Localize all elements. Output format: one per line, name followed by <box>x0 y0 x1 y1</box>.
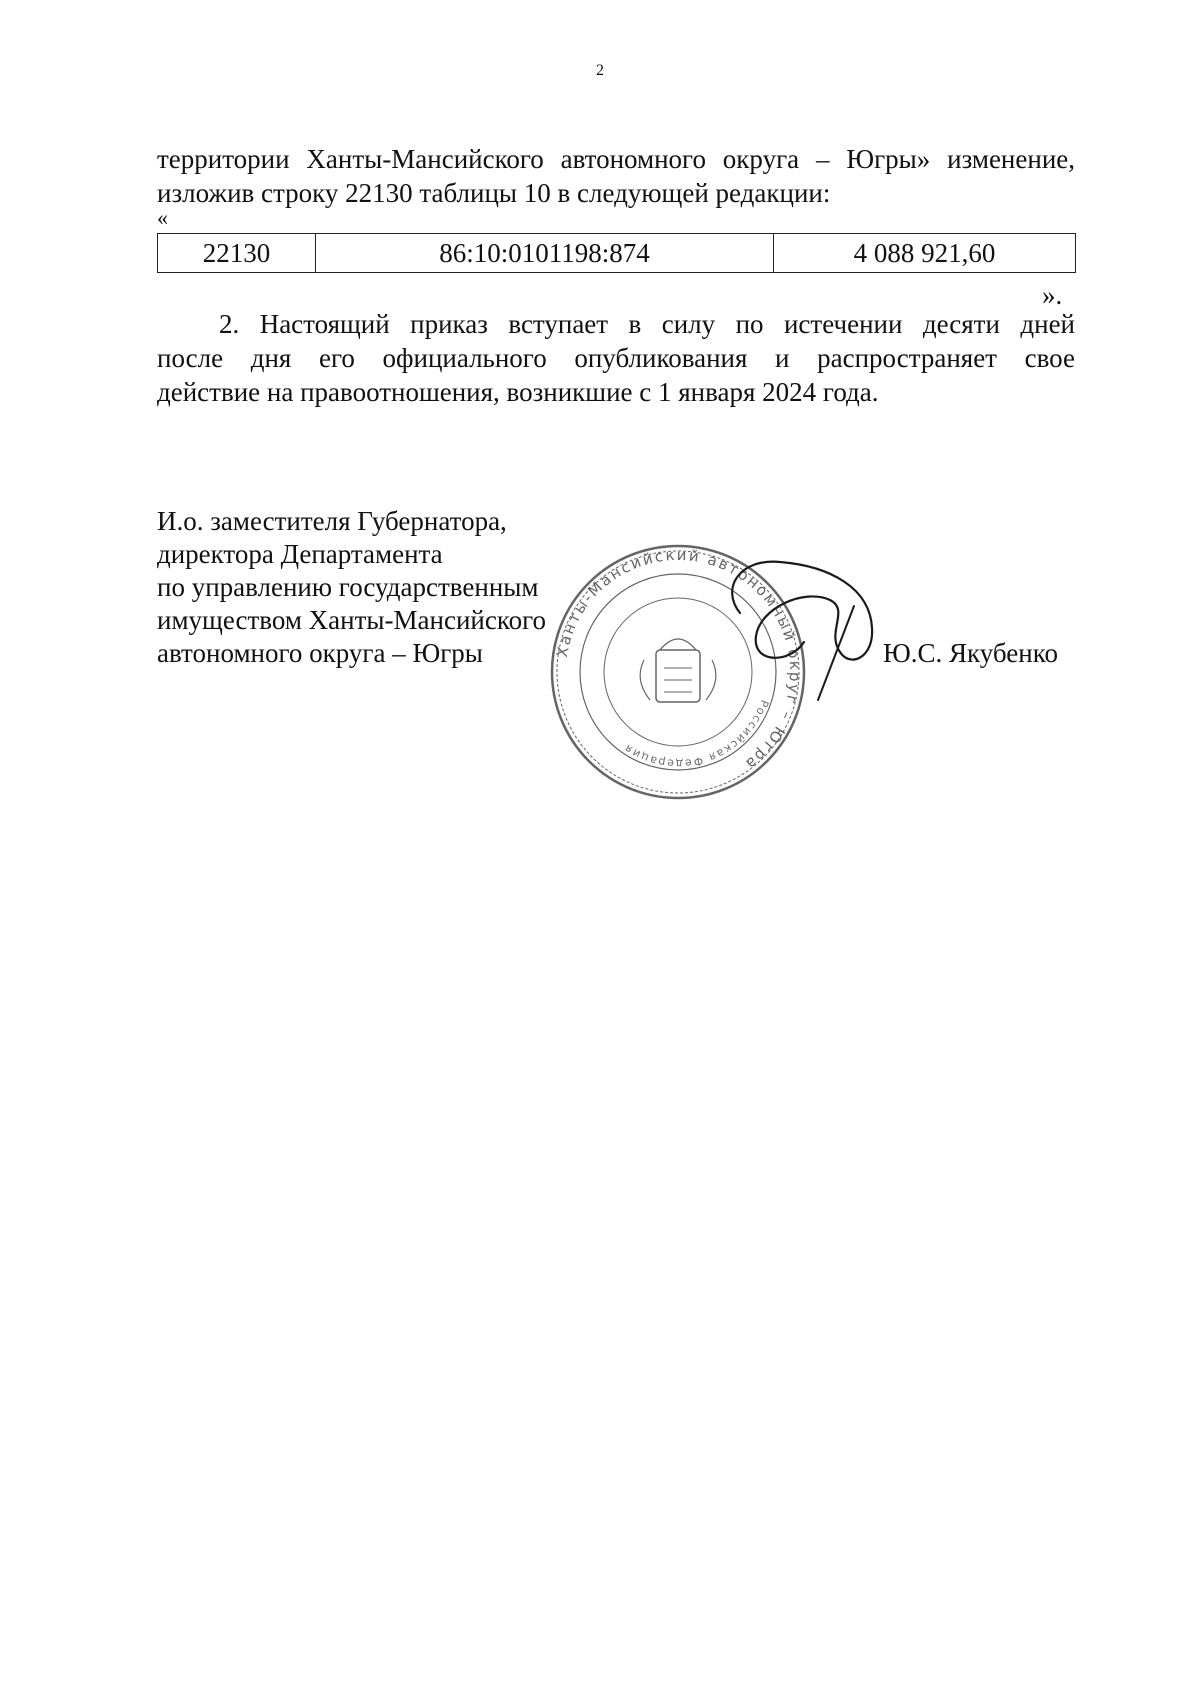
signer-name: Ю.С. Якубенко <box>883 638 1058 668</box>
signature-position-block <box>157 505 546 670</box>
position-line: И.о. заместителя Губернатора, <box>157 506 507 536</box>
page-number: 2 <box>596 62 604 79</box>
intro-line-2: изложив строку 22130 таблицы 10 в следующей редакции: <box>157 178 831 208</box>
clause-2-line-3: действие на правоотношения, возникшие с 1 января 2024 года. <box>157 377 879 407</box>
position-line: имуществом Ханты-Мансийского <box>157 605 546 635</box>
seal-inner-text: Российская Федерация <box>621 698 772 771</box>
closing-quote: ». <box>1042 280 1063 310</box>
opening-quote: « <box>157 205 168 230</box>
amendment-table <box>157 233 1076 273</box>
handwritten-signature <box>700 548 890 708</box>
position-line: автономного округа – Югры <box>157 638 483 668</box>
intro-line-1: территории Ханты-Мансийского автономного округа – Югры» изменение, <box>157 144 1075 174</box>
table-cell-row-number: 22130 <box>158 234 316 273</box>
position-line: директора Департамента <box>157 539 443 569</box>
table-cell-cadastral-number: 86:10:0101198:874 <box>316 234 774 273</box>
clause-2-line-2: после дня его официального опубликования и распространяет свое <box>157 343 1075 373</box>
seal-outer-text: Ханты-Мансийский автономный округ – Югра <box>552 545 805 775</box>
position-line: по управлению государственным <box>157 572 539 602</box>
table-row <box>158 234 1076 273</box>
clause-2-line-1: 2. Настоящий приказ вступает в силу по истечении десяти дней <box>219 309 1075 339</box>
table-cell-value: 4 088 921,60 <box>774 234 1076 273</box>
